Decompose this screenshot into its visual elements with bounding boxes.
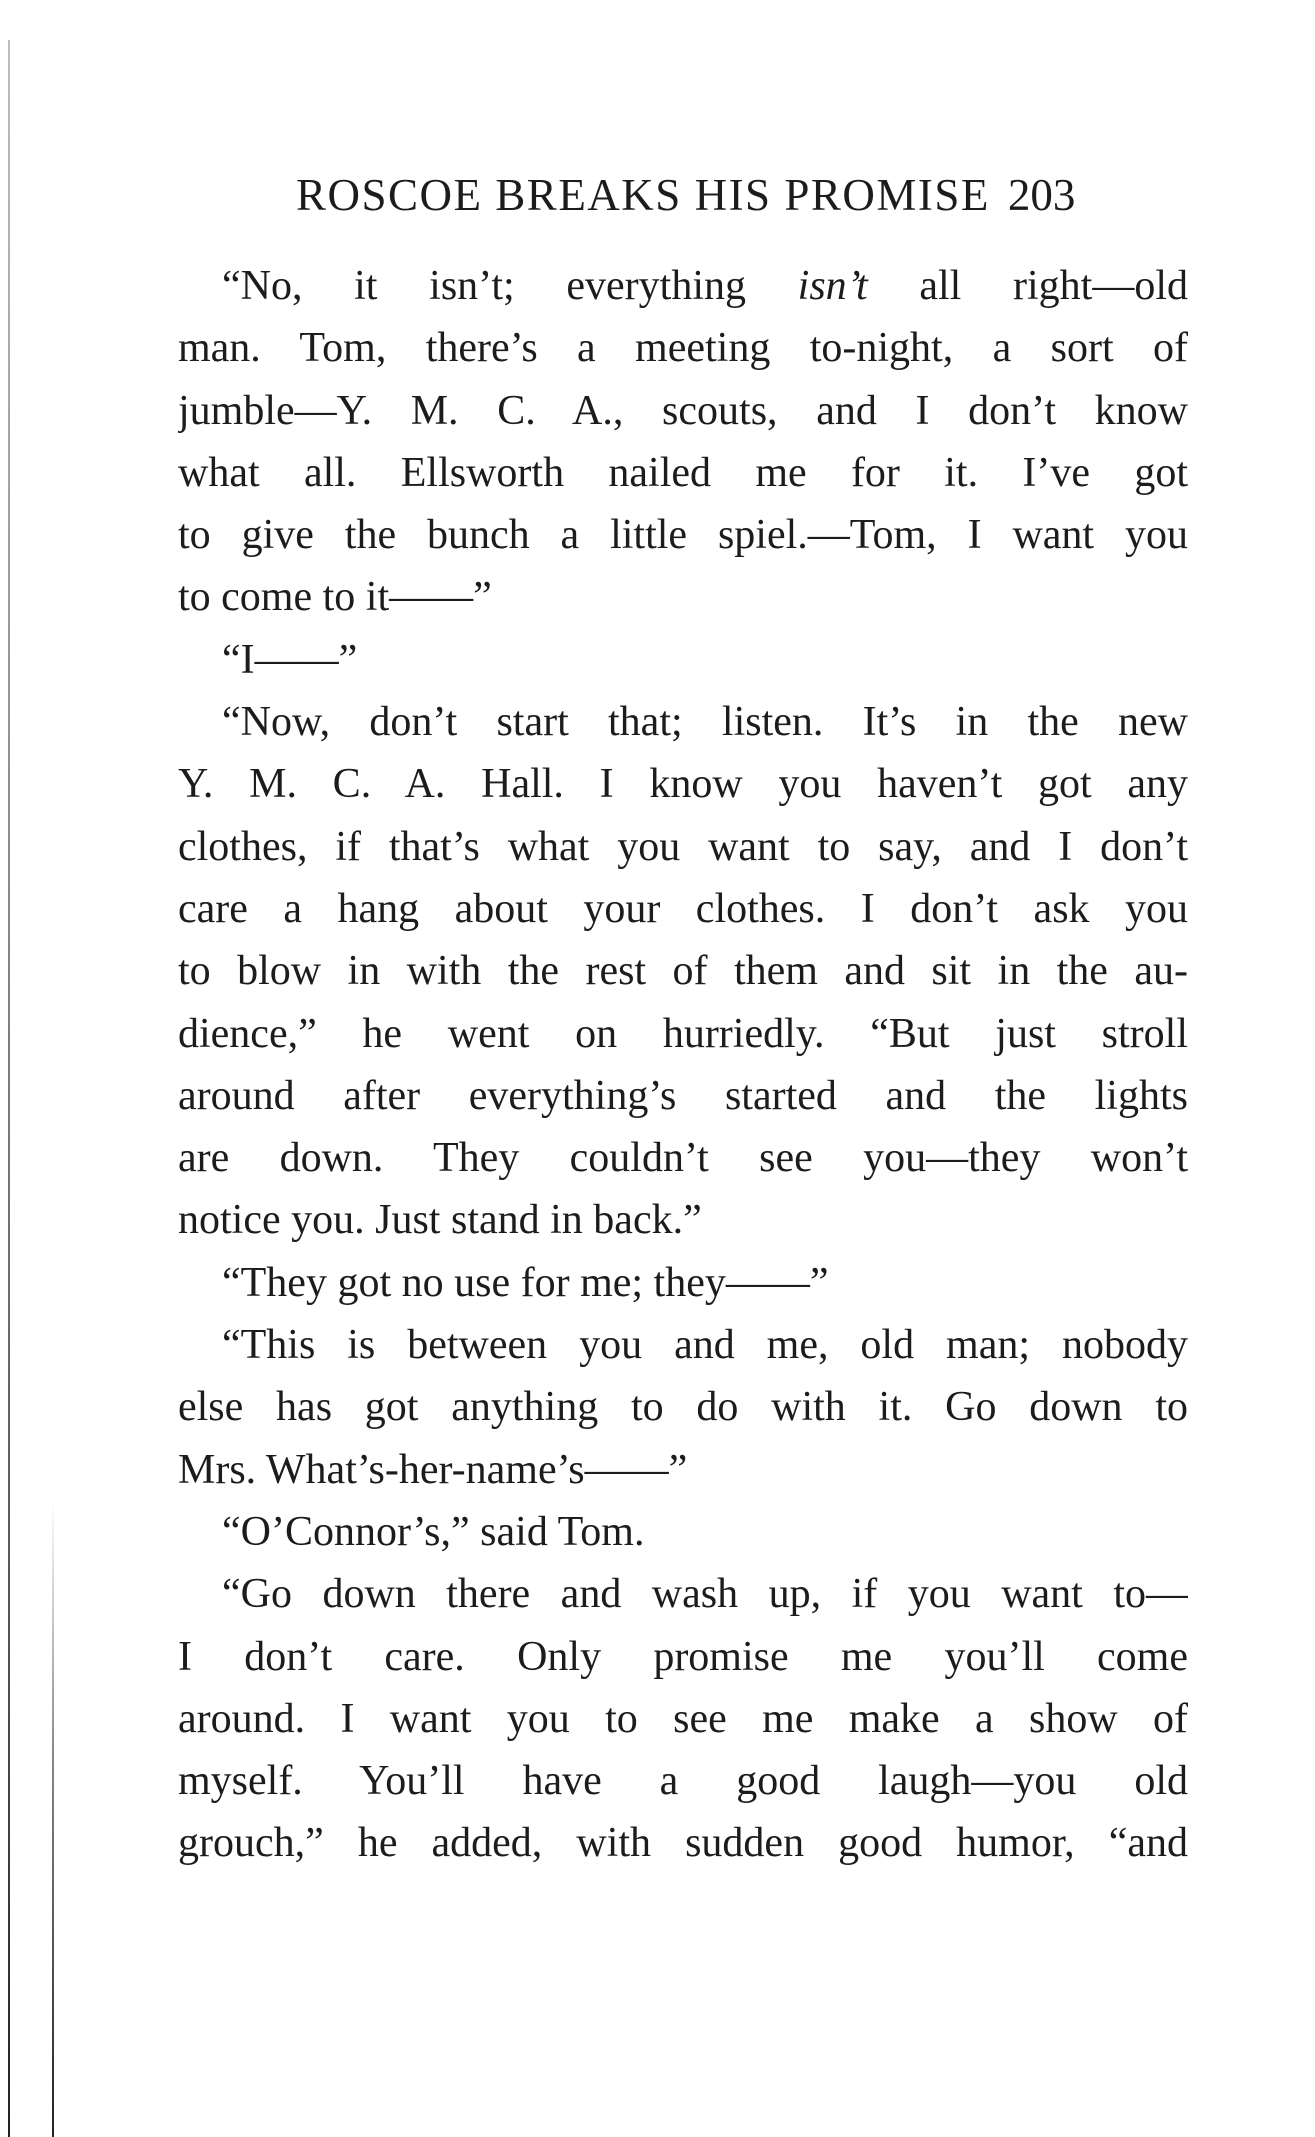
text-segment: “No, it isn’t; everything [222, 263, 798, 309]
text-line: notice you. Just stand in back.” [178, 1197, 702, 1244]
text-line: around. I want you to see me make a show of [178, 1695, 1188, 1742]
text-line: grouch,” he added, with sudden good humor, “and [178, 1820, 1188, 1867]
text-line: “O’Connor’s,” said Tom. [222, 1508, 645, 1555]
text-line: Mrs. What’s-her-name’s——” [178, 1446, 688, 1493]
text-line: man. Tom, there’s a meeting to-night, a sort of [178, 325, 1188, 372]
text-line: dience,” he went on hurriedly. “But just stroll [178, 1010, 1188, 1057]
text-line: to blow in with the rest of them and sit in the au- [178, 948, 1188, 995]
text-line: “They got no use for me; they——” [222, 1259, 829, 1306]
running-head-title: ROSCOE BREAKS HIS PROMISE [296, 170, 990, 220]
text-line: clothes, if that’s what you want to say, and I don’t [178, 823, 1188, 870]
text-line: what all. Ellsworth nailed me for it. I’ve got [178, 449, 1188, 496]
page-number: 203 [1007, 170, 1076, 220]
text-line: myself. You’ll have a good laugh—you old [178, 1758, 1188, 1805]
text-line: “Go down there and wash up, if you want to— [222, 1571, 1188, 1618]
text-line: jumble—Y. M. C. A., scouts, and I don’t know [178, 387, 1188, 434]
text-line: are down. They couldn’t see you—they won’t [178, 1135, 1188, 1182]
text-line: “This is between you and me, old man; nobody [222, 1322, 1188, 1369]
body-text [178, 255, 1188, 1875]
text-line: “Now, don’t start that; listen. It’s in the new [222, 699, 1188, 746]
text-line: to come to it——” [178, 574, 492, 621]
text-line: around after everything’s started and the lights [178, 1072, 1188, 1119]
text-line: else has got anything to do with it. Go down to [178, 1384, 1188, 1431]
text-line: to give the bunch a little spiel.—Tom, I want you [178, 512, 1188, 559]
italic-emphasis: isn’t [797, 263, 868, 309]
text-line [178, 255, 1188, 317]
page-gutter-edge [8, 40, 10, 2137]
text-line: Y. M. C. A. Hall. I know you haven’t got any [178, 761, 1188, 808]
text-segment: all right—old [867, 263, 1188, 309]
text-line: I don’t care. Only promise me you’ll come [178, 1633, 1188, 1680]
running-head [296, 165, 1196, 225]
text-line: “I——” [222, 636, 358, 683]
text-line: care a hang about your clothes. I don’t ask you [178, 885, 1188, 932]
page-gutter-shadow [52, 1500, 54, 2137]
